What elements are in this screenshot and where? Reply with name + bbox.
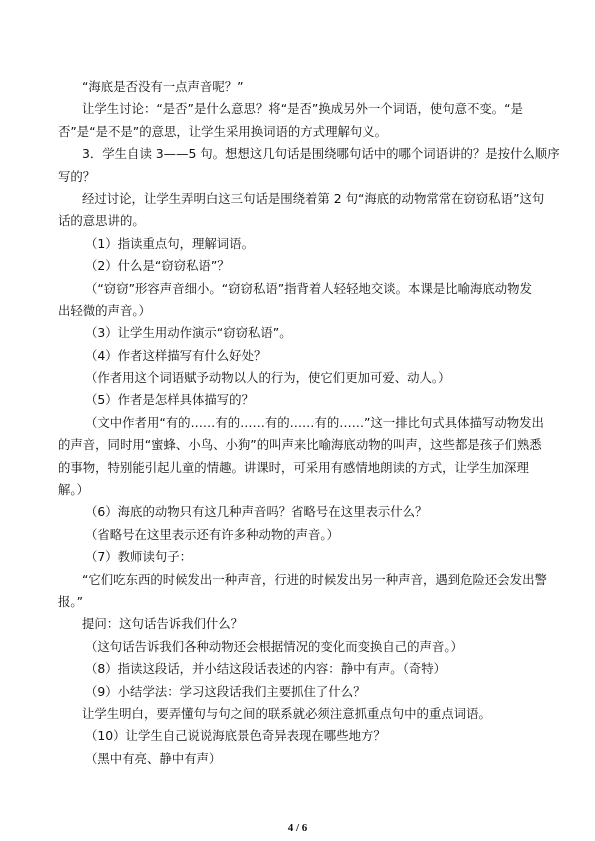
text-line: 让学生明白，要弄懂句与句之间的联系就必须注意抓重点句中的重点词语。: [82, 705, 491, 721]
text-line: 解。）: [58, 482, 89, 498]
text-line: （2）什么是“窃窃私语”？: [85, 258, 230, 274]
text-line: 经过讨论，让学生弄明白这三句话是围绕着第 2 句“海底的动物常常在窃窃私语”这句: [82, 190, 545, 206]
text-line: （7）教师读句子：: [85, 549, 193, 565]
text-line: （“窃窃”形容声音细小。“窃窃私语”指背着人轻轻地交谈。本课是比喻海底动物发: [85, 280, 532, 296]
text-line: （文中作者用“有的……有的……有的……有的……”这一排比句式具体描写动物发出: [85, 414, 544, 430]
text-line: 让学生讨论：“是否”是什么意思？将“是否”换成另外一个词语，使句意不变。“是: [82, 101, 523, 117]
text-line: （省略号在这里表示还有许多种动物的声音。）: [85, 526, 340, 542]
text-line: （5）作者是怎样具体描写的？: [85, 392, 254, 408]
text-line: 3．学生自读 3——5 句。想想这几句话是围绕哪句话中的哪个词语讲的？是按什么顺序: [82, 146, 560, 162]
text-line: （4）作者这样描写有什么好处？: [85, 347, 267, 363]
text-line: 否”是“是不是”的意思，让学生采用换词语的方式理解句义。: [58, 123, 388, 139]
text-line: 写的？: [58, 168, 96, 184]
text-line: （黑中有亮、静中有声）: [85, 750, 222, 766]
text-line: 报。”: [58, 593, 84, 609]
text-line: 提问：这句话告诉我们什么？: [82, 616, 244, 632]
text-line: （6）海底的动物只有这几种声音吗？省略号在这里表示什么？: [85, 504, 428, 520]
text-line: （作者用这个词语赋予动物以人的行为，使它们更加可爱、动人。）: [85, 370, 451, 386]
text-line: 出轻微的声音。）: [58, 302, 151, 318]
text-line: 的声音，同时用“蜜蜂、小鸟、小狗”的叫声来比喻海底动物的叫声，这些都是孩子们熟悉: [58, 437, 542, 453]
text-line: （8）指读这段话，并小结这段话表述的内容：静中有声。（奇特）: [85, 661, 447, 677]
text-line: （10）让学生自己说说海底景色奇异表现在哪些地方？: [85, 728, 386, 744]
text-line: “海底是否没有一点声音呢？”: [82, 79, 244, 94]
text-line: （3）让学生用动作演示“窃窃私语”。: [85, 325, 292, 341]
text-line: 话的意思讲的。: [58, 213, 145, 229]
text-line: （9）小结学法：学习这段话我们主要抓住了什么？: [85, 683, 366, 699]
page-body: [58, 76, 560, 770]
text-line: （这句话告诉我们各种动物还会根据情况的变化而变换自己的声音。）: [85, 638, 463, 654]
page-number: 4 / 6: [287, 822, 308, 834]
text-line: （1）指读重点句，理解词语。: [85, 235, 254, 251]
text-line: 的事物，特别能引起儿童的情趣。讲课时，可采用有感情地朗读的方式，让学生加深理: [58, 459, 529, 475]
text-line: “它们吃东西的时候发出一种声音，行进的时候发出另一种声音，遇到危险还会发出警: [82, 571, 547, 587]
